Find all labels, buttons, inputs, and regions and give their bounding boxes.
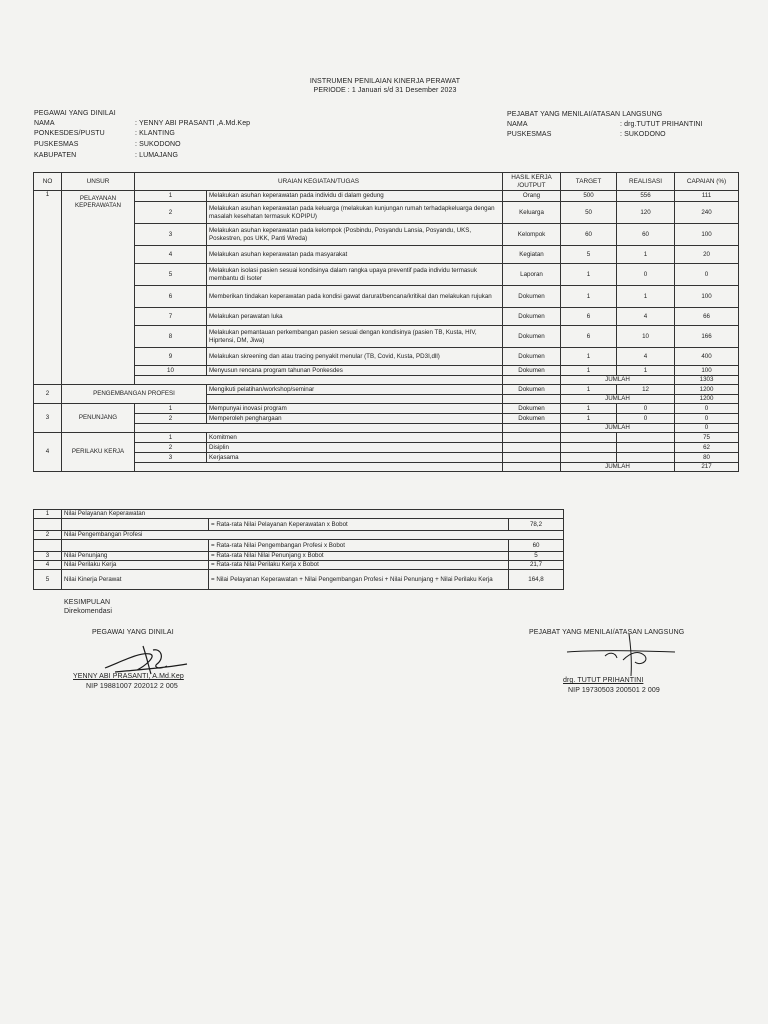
task-realization [617, 433, 675, 443]
task-achievement: 111 [675, 191, 739, 202]
task-achievement: 66 [675, 308, 739, 326]
document-title: INSTRUMEN PENILAIAN KINERJA PERAWAT [309, 78, 461, 85]
task-output [503, 433, 561, 443]
task-number: 9 [135, 348, 207, 366]
task-target: 5 [561, 246, 617, 264]
task-realization: 1 [617, 246, 675, 264]
task-output [503, 443, 561, 453]
summary-row-detail [34, 519, 564, 531]
table-row [34, 286, 739, 308]
total-value: 1303 [675, 376, 739, 385]
right-signer-name: drg. TUTUT PRIHANTINI [563, 677, 644, 684]
task-output: Dokumen [503, 414, 561, 424]
group-total-row [34, 424, 739, 433]
total-label: JUMLAH [561, 424, 675, 433]
task-description: Kerjasama [207, 453, 503, 463]
summary-value: 5 [509, 552, 564, 561]
task-realization [617, 453, 675, 463]
task-achievement: 1200 [675, 385, 739, 395]
summary-value: 78,2 [509, 519, 564, 531]
task-achievement: 240 [675, 202, 739, 224]
task-description: Memberikan tindakan keperawatan pada kondisi gawat darurat/bencana/kritikal dan melakukan rujukan [207, 286, 503, 308]
table-row [34, 404, 739, 414]
task-achievement: 100 [675, 224, 739, 246]
summary-number: 5 [34, 570, 62, 590]
total-label: JUMLAH [561, 395, 675, 404]
total-value: 0 [675, 424, 739, 433]
total-spacer [503, 424, 561, 433]
group-total-row [34, 463, 739, 472]
task-achievement: 62 [675, 443, 739, 453]
task-achievement: 0 [675, 404, 739, 414]
task-target: 1 [561, 264, 617, 286]
task-description: Melakukan skreening dan atau tracing penyakit menular (TB, Covid, Kusta, PD3I,dll) [207, 348, 503, 366]
task-number: 10 [135, 366, 207, 376]
table-row [34, 348, 739, 366]
total-spacer [135, 424, 503, 433]
total-spacer [503, 463, 561, 472]
table-row [34, 308, 739, 326]
total-spacer [503, 395, 561, 404]
summary-spacer [34, 519, 62, 531]
task-output: Laporan [503, 264, 561, 286]
header-unsur: UNSUR [62, 173, 135, 191]
assessor-heading: PEJABAT YANG MENILAI/ATASAN LANGSUNG [507, 111, 663, 118]
summary-spacer [34, 540, 62, 552]
task-output: Dokumen [503, 308, 561, 326]
task-output: Dokumen [503, 404, 561, 414]
assessee-puskesmas-label: PUSKESMAS [34, 141, 79, 148]
task-number: 5 [135, 264, 207, 286]
summary-formula: = Rata-rata Nilai Perilaku Kerja x Bobot [209, 561, 509, 570]
task-achievement: 100 [675, 286, 739, 308]
group-number: 2 [34, 385, 62, 404]
task-output: Keluarga [503, 202, 561, 224]
summary-label: Nilai Penunjang [62, 552, 209, 561]
summary-formula: = Rata-rata Nilai Nilai Penunjang x Bobot [209, 552, 509, 561]
task-number: 3 [135, 224, 207, 246]
task-number: 4 [135, 246, 207, 264]
group-unsur: PENGEMBANGAN PROFESI [62, 385, 207, 404]
summary-formula: = Nilai Pelayanan Keperawatan + Nilai Pengembangan Profesi + Nilai Penunjang + Nilai Perilaku Kerja [209, 570, 509, 590]
task-realization: 0 [617, 264, 675, 286]
summary-value: 21,7 [509, 561, 564, 570]
header-no: NO [34, 173, 62, 191]
task-description: Melakukan pemantauan perkembangan pasien sesuai dengan kondisinya (pasien TB, Kusta, HIV, Hiprtensi, DM, Jiwa) [207, 326, 503, 348]
task-target: 1 [561, 414, 617, 424]
task-number: 8 [135, 326, 207, 348]
task-number: 1 [135, 404, 207, 414]
task-description: Memperoleh penghargaan [207, 414, 503, 424]
summary-spacer [62, 519, 209, 531]
header-capaian: CAPAIAN (%) [675, 173, 739, 191]
assessor-name-label: NAMA [507, 121, 528, 128]
task-realization: 12 [617, 385, 675, 395]
total-spacer [135, 376, 503, 385]
task-target: 6 [561, 326, 617, 348]
group-total-row [34, 376, 739, 385]
table-row [34, 414, 739, 424]
task-realization: 60 [617, 224, 675, 246]
header-realisasi: REALISASI [617, 173, 675, 191]
task-number: 1 [135, 433, 207, 443]
summary-label: Nilai Pelayanan Keperawatan [62, 510, 564, 519]
right-signature-heading: PEJABAT YANG MENILAI/ATASAN LANGSUNG [529, 629, 685, 636]
performance-table [33, 172, 739, 472]
task-number: 1 [135, 191, 207, 202]
task-target [561, 433, 617, 443]
assessee-name-value: : YENNY ABI PRASANTI ,A.Md.Kep [135, 120, 251, 127]
table-row [34, 433, 739, 443]
task-output: Dokumen [503, 366, 561, 376]
left-signature-heading: PEGAWAI YANG DINILAI [92, 629, 174, 636]
assessee-unit-value: : KLANTING [135, 130, 175, 137]
table-row [34, 453, 739, 463]
task-achievement: 0 [675, 264, 739, 286]
task-realization: 556 [617, 191, 675, 202]
task-realization: 1 [617, 366, 675, 376]
task-output: Dokumen [503, 326, 561, 348]
task-target: 1 [561, 286, 617, 308]
summary-table [33, 509, 564, 590]
table-row [34, 202, 739, 224]
conclusion-value: Direkomendasi [64, 608, 112, 615]
summary-row [34, 510, 564, 519]
summary-label: Nilai Kinerja Perawat [62, 570, 209, 590]
task-target: 60 [561, 224, 617, 246]
task-target: 1 [561, 404, 617, 414]
task-achievement: 75 [675, 433, 739, 443]
task-realization: 4 [617, 308, 675, 326]
group-unsur: PENUNJANG [62, 404, 135, 433]
assessor-puskesmas-value: : SUKODONO [620, 131, 666, 138]
header-uraian: URAIAN KEGIATAN/TUGAS [135, 173, 503, 191]
task-number: 2 [135, 443, 207, 453]
task-description: Melakukan perawatan luka [207, 308, 503, 326]
assessee-kabupaten-label: KABUPATEN [34, 152, 77, 159]
task-target: 50 [561, 202, 617, 224]
task-description: Disiplin [207, 443, 503, 453]
total-label: JUMLAH [561, 376, 675, 385]
assessee-puskesmas-value: : SUKODONO [135, 141, 181, 148]
summary-number: 4 [34, 561, 62, 570]
task-realization [617, 443, 675, 453]
task-number: 3 [135, 453, 207, 463]
task-description: Menyusun rencana program tahunan Ponkesdes [207, 366, 503, 376]
total-value: 1200 [675, 395, 739, 404]
task-realization: 120 [617, 202, 675, 224]
assessee-name-label: NAMA [34, 120, 55, 127]
task-output: Orang [503, 191, 561, 202]
task-description: Komitmen [207, 433, 503, 443]
task-realization: 4 [617, 348, 675, 366]
task-output: Dokumen [503, 385, 561, 395]
summary-row [34, 561, 564, 570]
summary-row [34, 570, 564, 590]
task-description: Melakukan asuhan keperawatan pada masyarakat [207, 246, 503, 264]
assessor-puskesmas-label: PUSKESMAS [507, 131, 552, 138]
right-signature-mark [565, 630, 685, 680]
task-target: 1 [561, 348, 617, 366]
header-target: TARGET [561, 173, 617, 191]
task-achievement: 80 [675, 453, 739, 463]
table-row [34, 366, 739, 376]
assessor-name-value: : drg.TUTUT PRIHANTINI [620, 121, 703, 128]
task-output: Dokumen [503, 286, 561, 308]
table-row [34, 191, 739, 202]
task-output [503, 453, 561, 463]
total-label: JUMLAH [561, 463, 675, 472]
task-achievement: 0 [675, 414, 739, 424]
task-target: 6 [561, 308, 617, 326]
task-target [561, 453, 617, 463]
table-header-row [34, 173, 739, 191]
group-unsur: PERILAKU KERJA [62, 433, 135, 472]
table-row [34, 326, 739, 348]
summary-row [34, 552, 564, 561]
group-number: 4 [34, 433, 62, 472]
task-realization: 0 [617, 404, 675, 414]
task-achievement: 166 [675, 326, 739, 348]
total-spacer [503, 376, 561, 385]
conclusion-label: KESIMPULAN [64, 599, 111, 606]
task-number: 2 [135, 202, 207, 224]
summary-label: Nilai Pengembangan Profesi [62, 531, 564, 540]
group-number: 3 [34, 404, 62, 433]
document-period: PERIODE : 1 Januari s/d 31 Desember 2023 [313, 87, 457, 94]
summary-label: Nilai Perilaku Kerja [62, 561, 209, 570]
summary-number: 1 [34, 510, 62, 519]
header-output: HASIL KERJA /OUTPUT [503, 173, 561, 191]
summary-row [34, 531, 564, 540]
table-row [34, 224, 739, 246]
task-number: 7 [135, 308, 207, 326]
task-target: 1 [561, 385, 617, 395]
assessee-unit-label: PONKESDES/PUSTU [34, 130, 105, 137]
task-description: Melakukan asuhan keperawatan pada kelompok (Posbindu, Posyandu Lansia, Posyandu, UKS, Poskestren, pos UKK, Panti Wreda) [207, 224, 503, 246]
task-achievement: 400 [675, 348, 739, 366]
task-output: Kegiatan [503, 246, 561, 264]
left-signer-nip: NIP 19881007 202012 2 005 [86, 683, 178, 690]
table-row [34, 443, 739, 453]
total-spacer [207, 395, 503, 404]
summary-value: 60 [509, 540, 564, 552]
task-description: Mengikuti pelatihan/workshop/seminar [207, 385, 503, 395]
assessee-kabupaten-value: : LUMAJANG [135, 152, 179, 159]
total-spacer [135, 463, 503, 472]
task-number: 6 [135, 286, 207, 308]
task-realization: 10 [617, 326, 675, 348]
table-row [34, 264, 739, 286]
table-row [34, 385, 739, 395]
task-description: Mempunyai inovasi program [207, 404, 503, 414]
right-signer-nip: NIP 19730503 200501 2 009 [568, 687, 660, 694]
total-value: 217 [675, 463, 739, 472]
task-target: 500 [561, 191, 617, 202]
task-description: Melakukan isolasi pasien sesuai kondisinya dalam rangka upaya preventif pada individu termasuk membantu di Isoter [207, 264, 503, 286]
task-realization: 0 [617, 414, 675, 424]
summary-number: 3 [34, 552, 62, 561]
left-signer-name: YENNY ABI PRASANTI, A.Md.Kep [73, 673, 184, 680]
task-output: Dokumen [503, 348, 561, 366]
table-row [34, 246, 739, 264]
summary-formula: = Rata-rata Nilai Pelayanan Keperawatan x Bobot [209, 519, 509, 531]
task-realization: 1 [617, 286, 675, 308]
summary-formula: = Rata-rata Nilai Pengembangan Profesi x Bobot [209, 540, 509, 552]
group-number: 1 [34, 191, 62, 385]
group-unsur: PELAYANAN KEPERAWATAN [62, 191, 135, 385]
task-number: 2 [135, 414, 207, 424]
task-target: 1 [561, 366, 617, 376]
task-achievement: 20 [675, 246, 739, 264]
summary-row-detail [34, 540, 564, 552]
summary-number: 2 [34, 531, 62, 540]
assessee-heading: PEGAWAI YANG DINILAI [34, 110, 116, 117]
task-target [561, 443, 617, 453]
summary-value: 164,8 [509, 570, 564, 590]
summary-spacer [62, 540, 209, 552]
task-description: Melakukan asuhan keperawatan pada keluarga (melakukan kunjungan rumah terhadapkeluarga dengan masalah kesehatan termasuk KOPIPU) [207, 202, 503, 224]
task-description: Melakukan asuhan keperawatan pada individu di dalam gedung [207, 191, 503, 202]
task-achievement: 100 [675, 366, 739, 376]
task-output: Kelompok [503, 224, 561, 246]
